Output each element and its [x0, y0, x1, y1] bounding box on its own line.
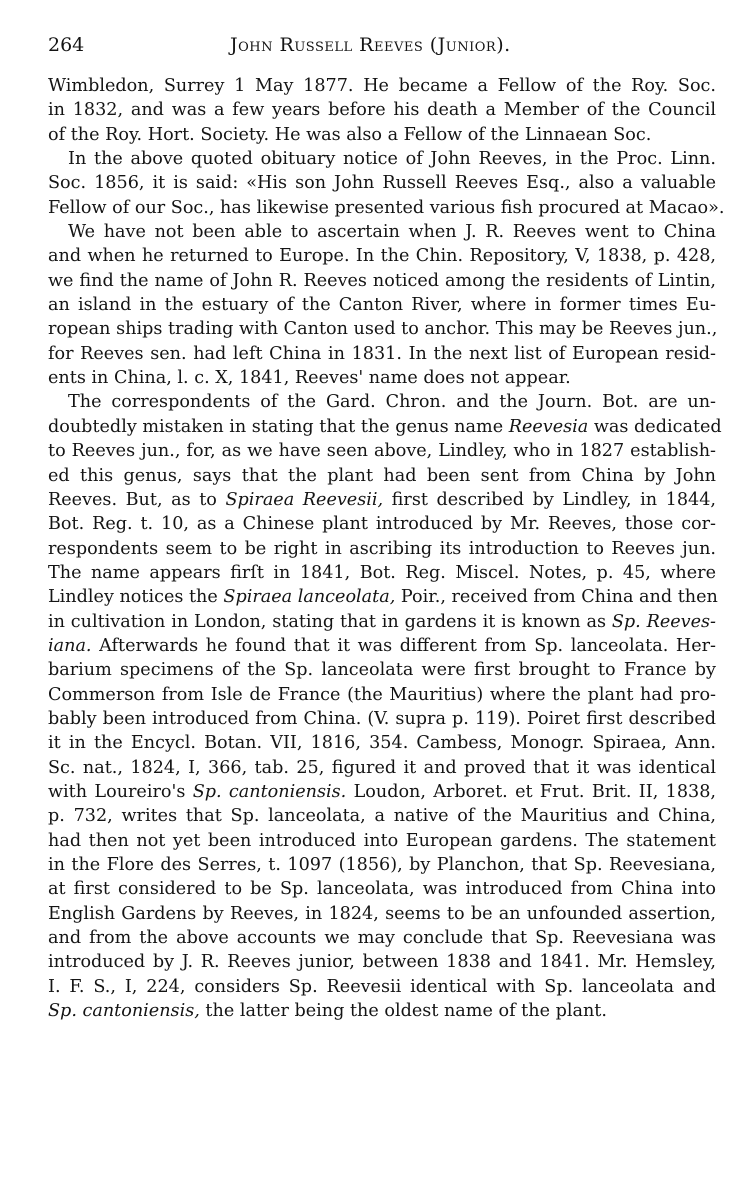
text-line: at first considered to be Sp. lanceolata, was introduced from China into	[48, 879, 716, 900]
text-run: Poir., received from China and then	[395, 587, 718, 608]
text-line: we find the name of John R. Reeves noticed among the residents of Lintin,	[48, 270, 716, 291]
text-line: to Reeves jun., for, as we have seen above, Lindley, who in 1827 establish-	[48, 441, 716, 462]
text-line: We have not been able to ascertain when J. R. Reeves went to China	[68, 222, 716, 243]
text-line: Commerson from Isle de France (the Mauritius) where the plant had pro-	[48, 684, 716, 705]
text-line: Bot. Reg. t. 10, as a Chinese plant introduced by Mr. Reeves, those cor-	[48, 514, 716, 535]
text-run: Reeves. But, as to	[48, 489, 226, 510]
text-line: of the Roy. Hort. Society. He was also a Fellow of the Linnaean Soc.	[48, 124, 652, 145]
text-run: first described by Lindley, in 1844,	[383, 489, 716, 510]
body-text	[48, 74, 725, 1023]
text-line: In the above quoted obituary notice of John Reeves, in the Proc. Linn.	[68, 149, 716, 170]
text-line: Soc. 1856, it is said: «His son John Russell Reeves Esq., also a valuable	[48, 173, 716, 194]
text-run: Loudon, Arboret. et Frut. Brit. II, 1838,	[346, 781, 716, 802]
text-run: doubtedly mistaken in stating that the genus name	[48, 416, 509, 437]
italic-text: Sp. cantoniensis.	[192, 781, 347, 802]
text-run: Afterwards he found that it was different from Sp. lanceolata. Her-	[91, 635, 716, 656]
text-line	[48, 488, 716, 512]
text-line: Wimbledon, Surrey 1 May 1877. He became a Fellow of the Roy. Soc.	[48, 76, 716, 96]
text-line: an island in the estuary of the Canton River, where in former times Eu-	[48, 295, 716, 316]
text-line: Fellow of our Soc., has likewise presented various fish procured at Macao».	[48, 197, 725, 218]
text-line: Sc. nat., 1824, I, 366, tab. 25, figured it and proved that it was identical	[48, 757, 716, 778]
text-line: respondents seem to be right in ascribing its introduction to Reeves jun.	[48, 538, 716, 559]
text-line: p. 732, writes that Sp. lanceolata, a native of the Mauritius and China,	[48, 806, 716, 827]
text-line: for Reeves sen. had left China in 1831. In the next list of European resid-	[48, 343, 716, 364]
text-line: English Gardens by Reeves, in 1824, seems to be an unfounded assertion,	[48, 903, 716, 924]
italic-text: Sp. cantoniensis,	[48, 1001, 200, 1022]
text-run: Lindley notices the	[48, 587, 224, 608]
text-line: in the Flore des Serres, t. 1097 (1856), by Planchon, that Sp. Reevesiana,	[48, 855, 716, 875]
text-line: ropean ships trading with Canton used to anchor. This may be Reeves jun.,	[48, 319, 718, 340]
text-line: and from the above accounts we may conclude that Sp. Reevesiana was	[48, 928, 716, 949]
page-header	[48, 34, 717, 60]
text-line	[48, 999, 716, 1023]
text-line	[48, 415, 722, 439]
running-head: John Russell Reeves (Junior).	[230, 34, 511, 56]
text-run: the latter being the oldest name of the plant.	[199, 1001, 607, 1022]
italic-text: Reevesia	[508, 416, 589, 437]
text-line: ed this genus, says that the plant had been sent from China by John	[48, 465, 716, 486]
text-run: was dedicated	[588, 416, 722, 437]
text-line: I. F. S., I, 224, considers Sp. Reevesii identical with Sp. lanceolata and	[48, 976, 716, 997]
text-line	[48, 634, 716, 658]
italic-text: iana.	[48, 635, 92, 656]
text-line: in 1832, and was a few years before his death a Member of the Council	[48, 100, 716, 121]
text-line: ents in China, l. c. X, 1841, Reeves' name does not appear.	[48, 368, 571, 389]
text-line: bably been introduced from China. (V. supra p. 119). Poiret first described	[48, 708, 716, 729]
text-line: The name appears firſt in 1841, Bot. Reg. Miscel. Notes, p. 45, where	[48, 562, 716, 583]
text-line: had then not yet been introduced into European gardens. The statement	[48, 830, 716, 851]
text-line: barium specimens of the Sp. lanceolata were first brought to France by	[48, 660, 716, 681]
text-line: introduced by J. R. Reeves junior, between 1838 and 1841. Mr. Hemsley,	[48, 952, 716, 973]
italic-text: Sp. Reeves-	[611, 611, 716, 632]
text-run: in cultivation in London, stating that in gardens it is known as	[48, 611, 612, 632]
text-line	[48, 780, 716, 804]
text-line: The correspondents of the Gard. Chron. and the Journ. Bot. are un-	[68, 392, 716, 413]
text-run: with Loureiro's	[48, 781, 193, 802]
text-line	[48, 585, 716, 609]
page-number: 264	[48, 34, 85, 56]
text-line	[48, 610, 716, 634]
text-line: it in the Encycl. Botan. VII, 1816, 354. Cambess, Monogr. Spiraea, Ann.	[48, 733, 716, 754]
italic-text: Spiraea Reevesii,	[225, 489, 384, 510]
text-line: and when he returned to Europe. In the Chin. Repository, V, 1838, p. 428,	[48, 246, 716, 267]
italic-text: Spiraea lanceolata,	[223, 587, 396, 608]
